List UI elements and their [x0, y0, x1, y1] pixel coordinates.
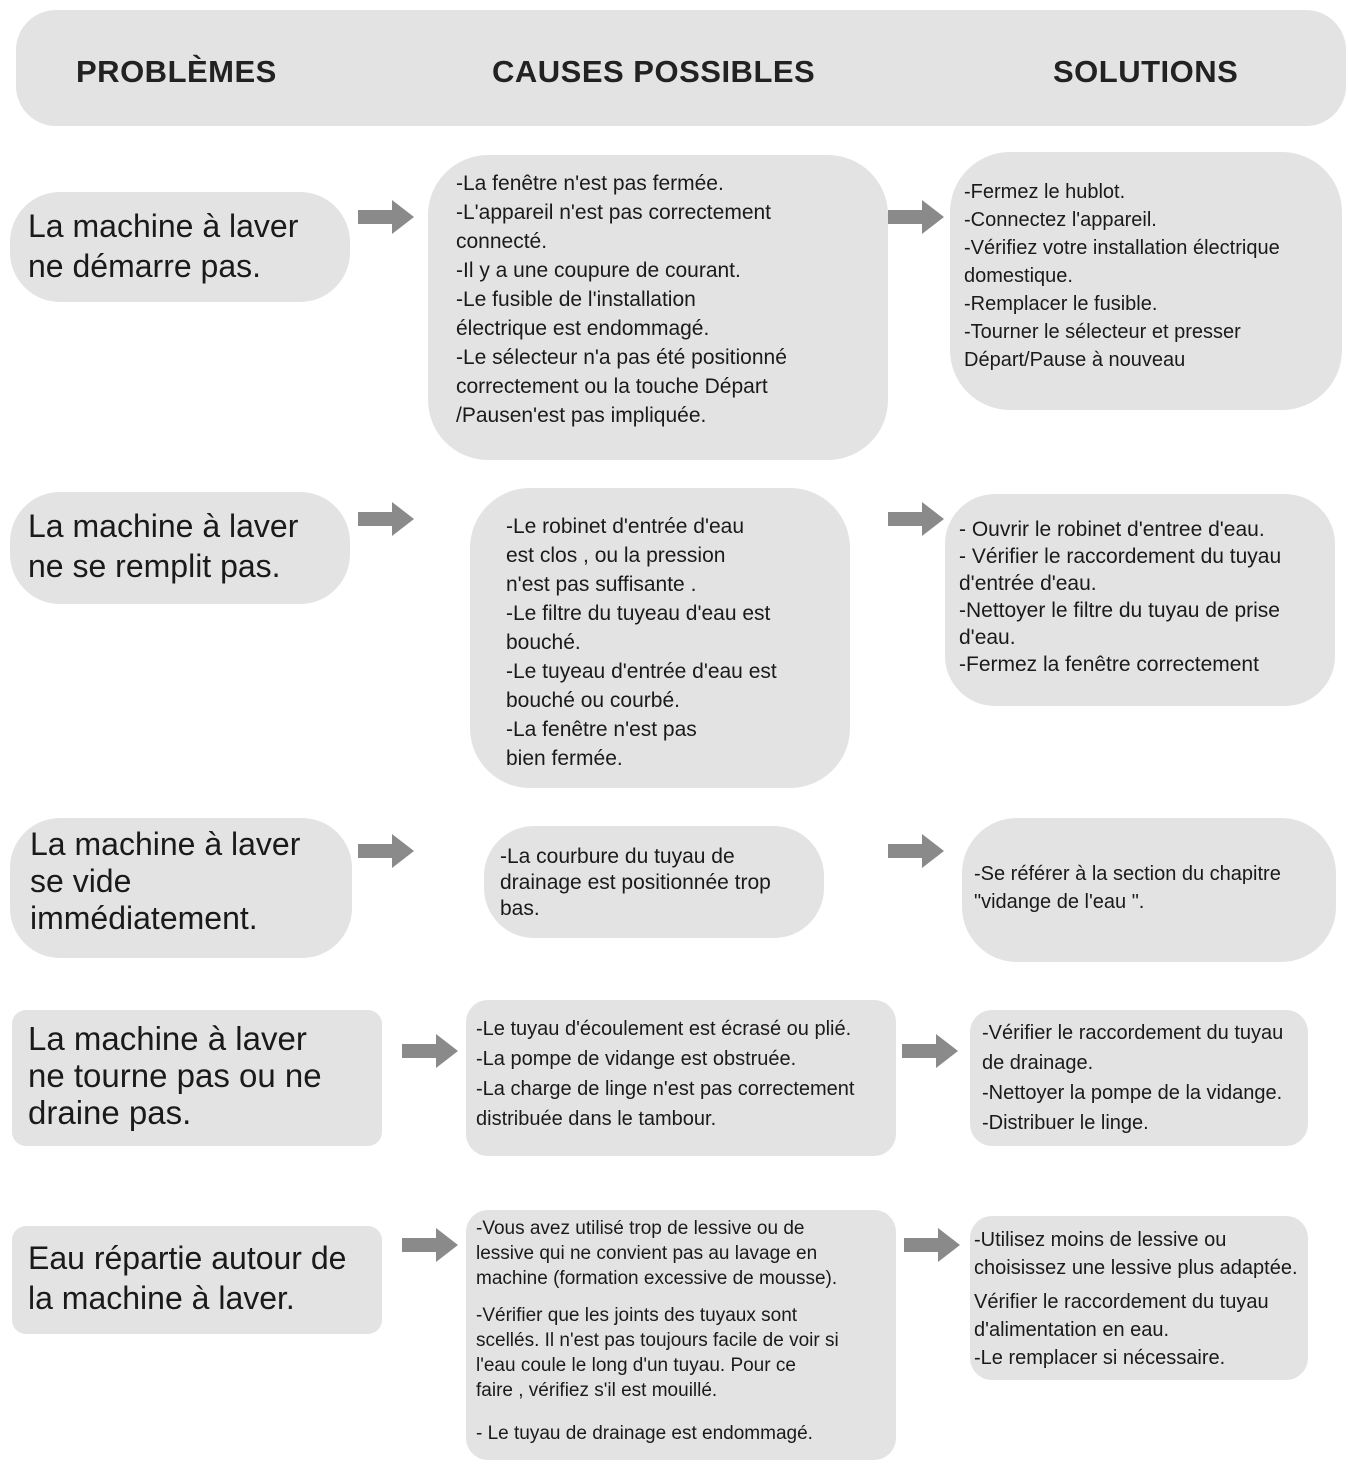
solution-line: -Vérifiez votre installation électrique — [964, 237, 1280, 259]
solutions-box-1 — [950, 152, 1342, 410]
problem-line: La machine à laver — [30, 826, 301, 862]
cause-line: lessive qui ne convient pas au lavage en — [476, 1243, 818, 1264]
solution-line: -Connectez l'appareil. — [964, 209, 1157, 231]
cause-line: n'est pas suffisante . — [506, 573, 697, 596]
causes-box-1 — [428, 155, 888, 460]
cause-line: -La pompe de vidange est obstruée. — [476, 1048, 797, 1070]
cause-line: /Pausen'est pas impliquée. — [456, 404, 707, 427]
cause-line: -Le tuyeau d'entrée d'eau est — [506, 660, 777, 683]
solution-line: choisissez une lessive plus adaptée. — [974, 1257, 1298, 1279]
header-solutions: SOLUTIONS — [1053, 54, 1239, 89]
table-header — [16, 10, 1346, 126]
right-arrow-icon — [888, 200, 944, 234]
problem-box-4 — [12, 1010, 382, 1146]
cause-line: est clos , ou la pression — [506, 544, 726, 567]
cause-line: -Il y a une coupure de courant. — [456, 259, 741, 282]
problem-line: ne tourne pas ou ne — [28, 1057, 322, 1094]
cause-line: connecté. — [456, 230, 548, 253]
problem-line: La machine à laver — [28, 208, 299, 244]
header-causes: CAUSES POSSIBLES — [492, 54, 816, 89]
problem-line: La machine à laver — [28, 508, 299, 544]
causes-box-2 — [470, 488, 850, 788]
cause-line: -Le sélecteur n'a pas été positionné — [456, 346, 787, 369]
problem-box-5 — [12, 1226, 382, 1334]
problem-line: la machine à laver. — [28, 1280, 295, 1316]
cause-line: faire , vérifiez s'il est mouillé. — [476, 1380, 718, 1401]
solution-line: -Utilisez moins de lessive ou — [974, 1229, 1227, 1251]
solution-line: - Ouvrir le robinet d'entree d'eau. — [959, 518, 1265, 541]
cause-line: électrique est endommagé. — [456, 317, 710, 340]
solution-line: de drainage. — [982, 1052, 1094, 1074]
problem-box-1 — [10, 192, 350, 302]
cause-line: bien fermée. — [506, 747, 623, 770]
right-arrow-icon — [402, 1228, 458, 1262]
cause-line: drainage est positionnée trop — [500, 871, 771, 894]
problem-line: draine pas. — [28, 1094, 192, 1131]
cause-line: -Le tuyau d'écoulement est écrasé ou plié. — [476, 1018, 852, 1040]
problem-box-2 — [10, 492, 350, 604]
right-arrow-icon — [358, 200, 414, 234]
problem-line: immédiatement. — [30, 900, 258, 936]
cause-line: distribuée dans le tambour. — [476, 1108, 717, 1130]
cause-line: -L'appareil n'est pas correctement — [456, 201, 772, 224]
problem-line: ne démarre pas. — [28, 248, 262, 284]
problem-line: ne se remplit pas. — [28, 548, 281, 584]
header-problems: PROBLÈMES — [76, 54, 277, 89]
cause-line: -La fenêtre n'est pas fermée. — [456, 172, 724, 195]
problem-line: La machine à laver — [28, 1020, 307, 1057]
cause-line: -La fenêtre n'est pas — [506, 718, 697, 741]
cause-line: -La charge de linge n'est pas correctement — [476, 1078, 855, 1100]
cause-line: bas. — [500, 897, 540, 920]
solution-line: Vérifier le raccordement du tuyau — [974, 1291, 1269, 1313]
right-arrow-icon — [358, 502, 414, 536]
cause-line: -Vous avez utilisé trop de lessive ou de — [476, 1218, 805, 1239]
cause-line: bouché. — [506, 631, 581, 654]
cause-line: - Le tuyau de drainage est endommagé. — [476, 1423, 813, 1444]
solution-line: d'eau. — [959, 626, 1016, 649]
solution-line: d'alimentation en eau. — [974, 1319, 1170, 1341]
right-arrow-icon — [888, 502, 944, 536]
solution-line: domestique. — [964, 265, 1073, 287]
solution-line: d'entrée d'eau. — [959, 572, 1097, 595]
solution-line: "vidange de l'eau ". — [974, 891, 1145, 913]
cause-line: machine (formation excessive de mousse). — [476, 1268, 838, 1289]
cause-line: l'eau coule le long d'un tuyau. Pour ce — [476, 1355, 796, 1376]
cause-line: -Le fusible de l'installation — [456, 288, 696, 311]
cause-line: -La courbure du tuyau de — [500, 845, 735, 868]
problem-box-3 — [10, 818, 352, 958]
cause-line: bouché ou courbé. — [506, 689, 680, 712]
right-arrow-icon — [902, 1034, 958, 1068]
solution-line: -Le remplacer si nécessaire. — [974, 1347, 1226, 1369]
causes-box-3 — [484, 826, 824, 938]
causes-box-4 — [466, 1000, 896, 1156]
right-arrow-icon — [888, 834, 944, 868]
solutions-box-3 — [962, 818, 1336, 962]
problem-line: Eau répartie autour de — [28, 1240, 347, 1276]
right-arrow-icon — [904, 1228, 960, 1262]
cause-line: scellés. Il n'est pas toujours facile de voir si — [476, 1330, 839, 1351]
solution-line: -Tourner le sélecteur et presser — [964, 321, 1241, 343]
causes-box-5 — [466, 1210, 896, 1460]
solution-line: -Nettoyer la pompe de la vidange. — [982, 1082, 1283, 1104]
solution-line: -Remplacer le fusible. — [964, 293, 1158, 315]
cause-line: -Le robinet d'entrée d'eau — [506, 515, 745, 538]
solution-line: -Fermez le hublot. — [964, 181, 1126, 203]
solution-line: -Se référer à la section du chapitre — [974, 863, 1281, 885]
solution-line: -Vérifier le raccordement du tuyau — [982, 1022, 1284, 1044]
solution-line: - Vérifier le raccordement du tuyau — [959, 545, 1282, 568]
solution-line: -Fermez la fenêtre correctement — [959, 653, 1259, 676]
solution-line: -Nettoyer le filtre du tuyau de prise — [959, 599, 1280, 622]
solutions-box-2 — [945, 494, 1335, 706]
cause-line: -Le filtre du tuyeau d'eau est — [506, 602, 771, 625]
solutions-box-5 — [970, 1216, 1308, 1380]
cause-line: correctement ou la touche Départ — [456, 375, 768, 398]
right-arrow-icon — [402, 1034, 458, 1068]
right-arrow-icon — [358, 834, 414, 868]
cause-line: -Vérifier que les joints des tuyaux sont — [476, 1305, 798, 1326]
problem-line: se vide — [30, 863, 132, 899]
solution-line: -Distribuer le linge. — [982, 1112, 1149, 1134]
solutions-box-4 — [970, 1010, 1308, 1146]
solution-line: Départ/Pause à nouveau — [964, 349, 1186, 371]
